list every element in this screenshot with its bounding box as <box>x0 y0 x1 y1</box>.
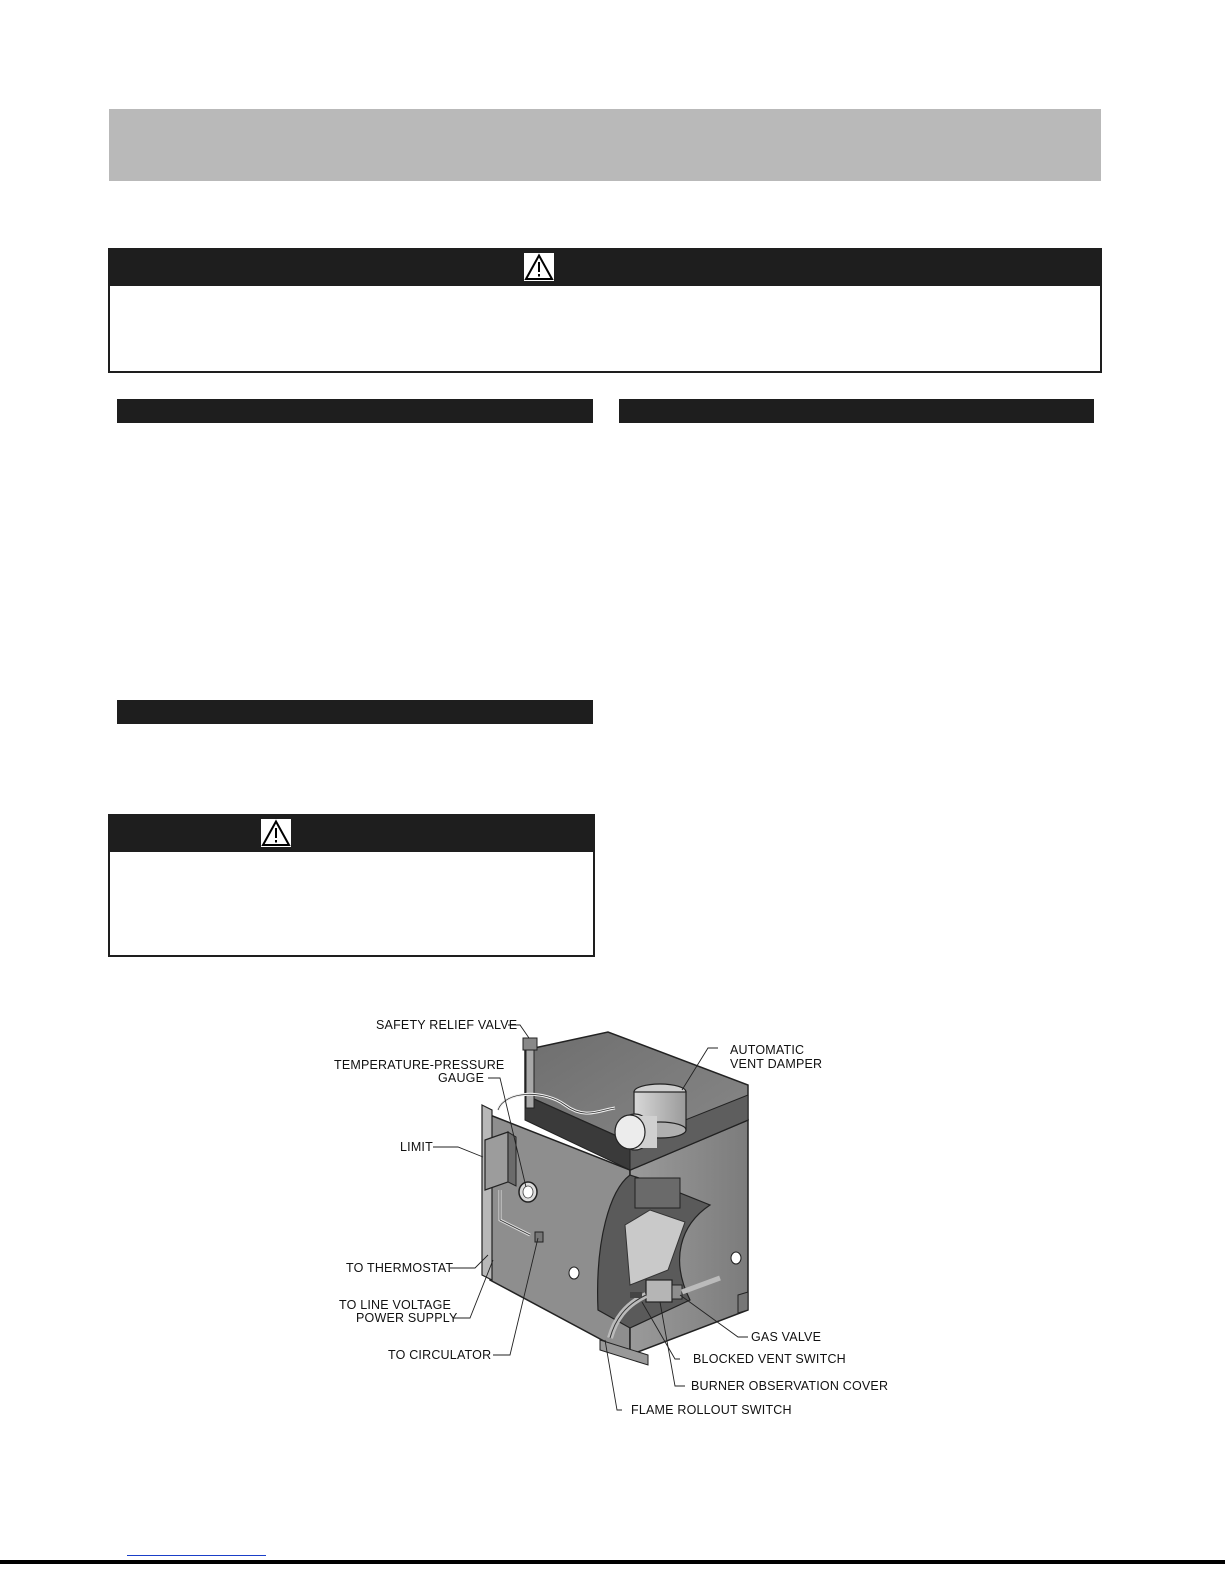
label-limit: LIMIT <box>400 1140 433 1154</box>
limit-control <box>485 1132 508 1190</box>
warning-triangle-icon <box>524 253 554 281</box>
label-automatic-vent-damper-2: VENT DAMPER <box>730 1057 823 1071</box>
footer-rule <box>0 1560 1225 1564</box>
label-to-line-voltage: TO LINE VOLTAGE <box>339 1298 452 1312</box>
label-to-line-voltage-2: POWER SUPPLY <box>356 1311 458 1325</box>
boiler-frame-left <box>482 1105 492 1280</box>
label-gas-valve: GAS VALVE <box>751 1330 822 1344</box>
section-header-bar-3 <box>117 700 593 724</box>
section-header-bar-1 <box>117 399 593 423</box>
section-header-bar-2 <box>619 399 1094 423</box>
boiler-diagram <box>330 1010 895 1425</box>
label-to-circulator: TO CIRCULATOR <box>388 1348 492 1362</box>
label-burner-observation-cover: BURNER OBSERVATION COVER <box>691 1379 889 1393</box>
label-blocked-vent-switch: BLOCKED VENT SWITCH <box>693 1352 846 1366</box>
warning-box-top <box>108 248 1102 373</box>
label-to-thermostat: TO THERMOSTAT <box>346 1261 454 1275</box>
boiler-illustration <box>330 1010 895 1425</box>
warning-header <box>110 816 593 852</box>
label-temp-pressure-gauge: TEMPERATURE-PRESSURE <box>334 1058 505 1072</box>
section-title-band <box>109 109 1101 181</box>
label-temp-pressure-gauge-2: GAUGE <box>438 1071 485 1085</box>
warning-header <box>110 250 1100 286</box>
label-safety-relief-valve: SAFETY RELIEF VALVE <box>376 1018 518 1032</box>
warning-box-left <box>108 814 595 957</box>
footer-link-underline[interactable] <box>127 1555 266 1556</box>
label-flame-rollout-switch: FLAME ROLLOUT SWITCH <box>631 1403 792 1417</box>
label-automatic-vent-damper: AUTOMATIC <box>730 1043 805 1057</box>
warning-triangle-icon <box>261 819 291 847</box>
